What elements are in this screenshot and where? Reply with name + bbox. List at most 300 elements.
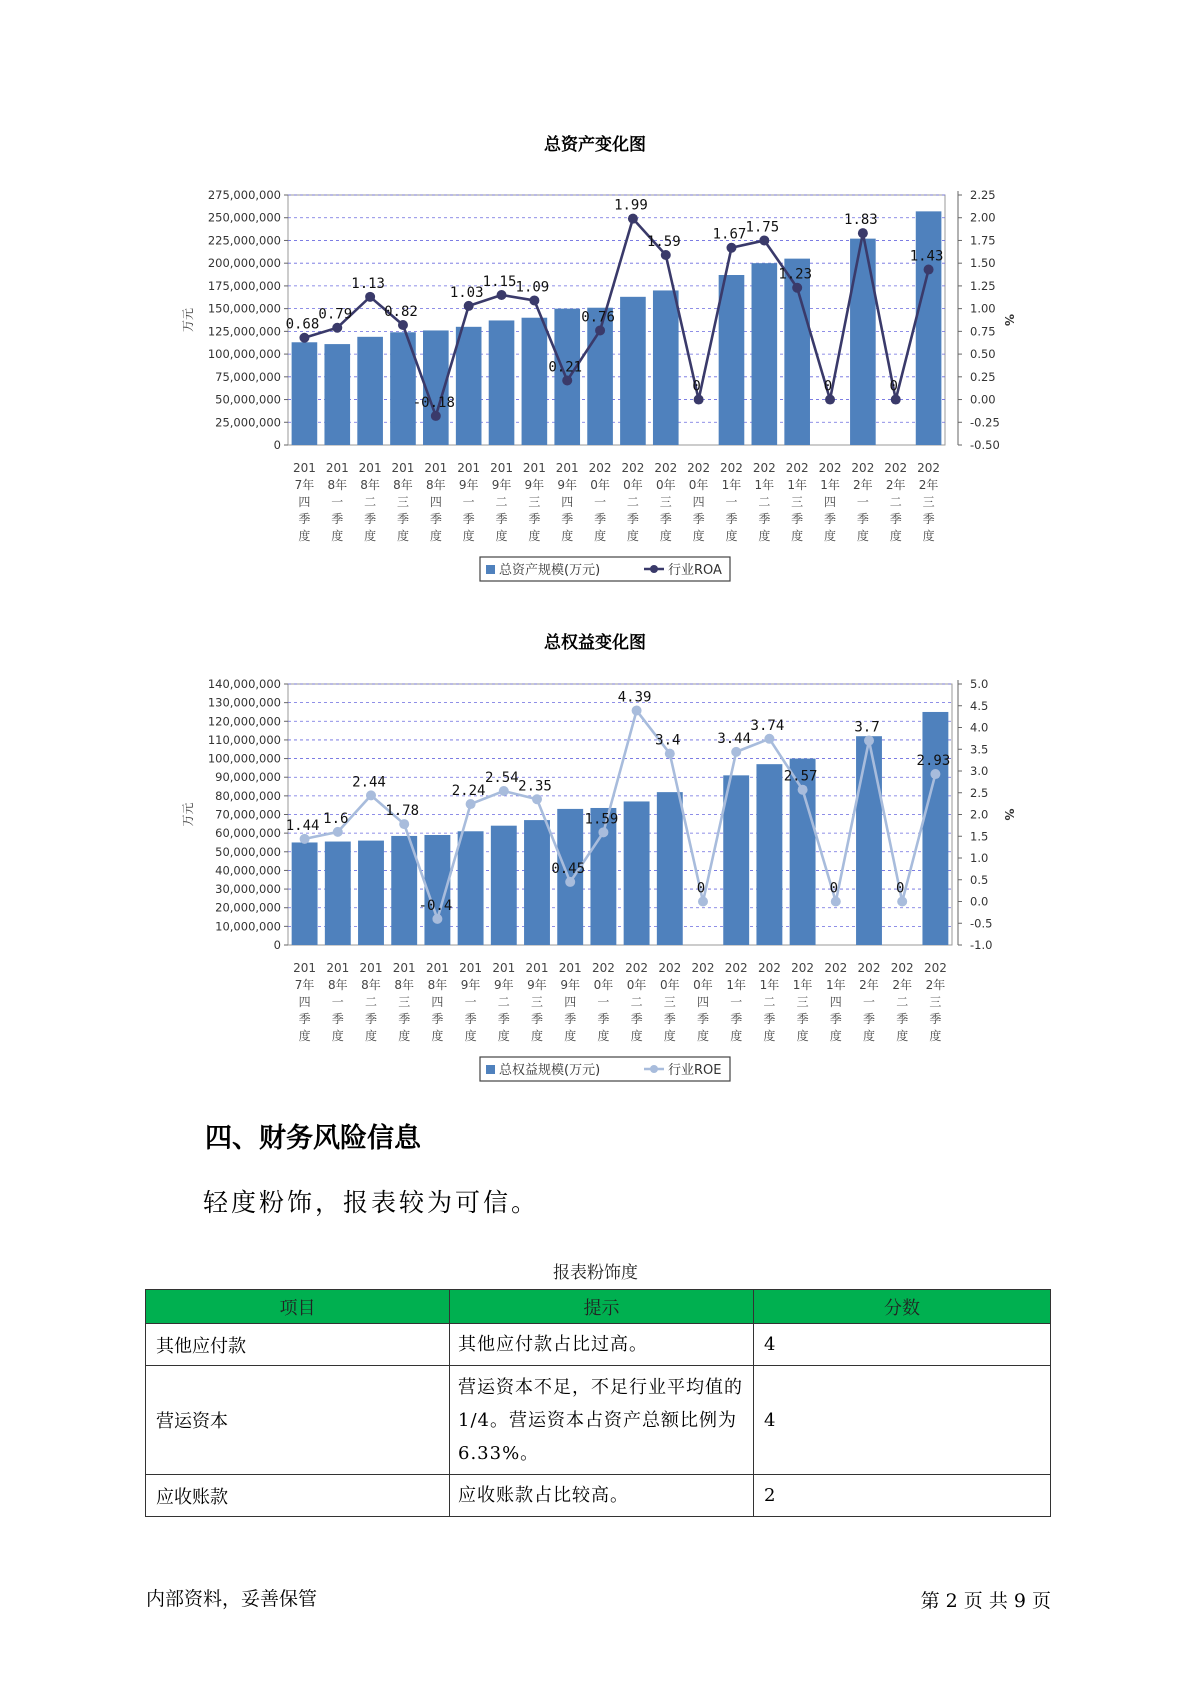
category-label-part: 202 <box>691 961 715 975</box>
line-point <box>565 877 575 887</box>
category-label-part: 二 <box>495 495 508 509</box>
category-label-part: 201 <box>522 461 546 475</box>
data-label: 1.99 <box>614 197 648 214</box>
category-label <box>819 461 842 543</box>
category-label-part: 度 <box>663 1029 676 1043</box>
left-axis-tick: 75,000,000 <box>215 369 281 384</box>
data-label: 1.83 <box>844 212 878 229</box>
category-label-part: 三 <box>528 495 541 509</box>
category-label-part: 度 <box>889 529 902 543</box>
category-label-part: 9年 <box>460 978 481 992</box>
line-point <box>497 290 507 300</box>
right-axis-tick: 0.25 <box>970 369 996 384</box>
category-label-part: 度 <box>464 1029 477 1043</box>
legend-bar-label: 总权益规模(万元) <box>499 1063 601 1078</box>
category-label-part: 8年 <box>360 478 380 492</box>
category-label-part: 二 <box>626 495 639 509</box>
category-label-part: 8年 <box>427 978 448 992</box>
right-axis-tick: -0.50 <box>970 438 1000 452</box>
category-label-part: 度 <box>763 1029 776 1043</box>
left-axis-tick: 275,000,000 <box>207 188 281 202</box>
category-label-part: 季 <box>929 1012 942 1026</box>
legend-bar-swatch <box>486 1065 495 1074</box>
category-label-part: 2年 <box>925 978 946 992</box>
data-label: 1.09 <box>515 279 550 296</box>
category-label-part: 二 <box>758 495 771 509</box>
category-label-part: 201 <box>492 961 516 975</box>
category-label-part: 201 <box>558 961 582 975</box>
category-label-part: 季 <box>626 512 639 526</box>
data-label: 2.44 <box>352 774 386 791</box>
category-label-part: 二 <box>497 995 510 1009</box>
category-label <box>924 961 947 1043</box>
category-label-part: 季 <box>331 512 344 526</box>
category-label-part: 度 <box>298 1029 311 1043</box>
category-label-part: 一 <box>331 495 344 509</box>
category-label-part: 三 <box>396 495 409 509</box>
category-label-part: 三 <box>796 995 809 1009</box>
total-equity-chart <box>0 628 1191 1088</box>
data-label: 0 <box>829 880 839 897</box>
left-axis-tick: 200,000,000 <box>207 256 281 271</box>
chart-title: 总资产变化图 <box>544 135 646 155</box>
category-label-part: 度 <box>462 529 475 543</box>
data-label: 1.03 <box>449 284 484 301</box>
category-label-part: 201 <box>293 961 317 975</box>
right-axis-tick: 1.0 <box>970 851 989 865</box>
left-axis-tick: 130,000,000 <box>207 695 281 710</box>
line-point <box>431 411 441 421</box>
category-label <box>891 961 914 1043</box>
left-axis-tick: 100,000,000 <box>207 347 281 362</box>
data-label: 2.57 <box>783 768 818 785</box>
category-label <box>490 461 513 543</box>
category-label-part: 季 <box>464 1012 477 1026</box>
right-axis-tick: 2.25 <box>970 188 996 202</box>
data-label: 0 <box>696 880 706 897</box>
category-label <box>884 461 907 543</box>
category-label-part: 三 <box>530 995 544 1009</box>
category-label-part: 1年 <box>721 478 742 492</box>
line-point <box>764 734 774 744</box>
category-label-part: 四 <box>692 495 705 509</box>
category-label-part: 度 <box>829 1029 842 1043</box>
category-label-part: 201 <box>325 461 349 475</box>
category-label-part: 度 <box>630 1029 643 1043</box>
category-label-part: 度 <box>528 529 541 543</box>
table-header-row <box>146 1290 1051 1324</box>
category-label-part: 季 <box>298 1012 311 1026</box>
category-label-part: 四 <box>696 995 710 1009</box>
data-label: 3.4 <box>655 732 681 749</box>
category-label-part: 一 <box>594 495 607 509</box>
category-label-part: 季 <box>528 512 541 526</box>
data-label: 0 <box>895 880 905 897</box>
category-label-part: 1年 <box>726 978 747 992</box>
category-label-part: 9年 <box>493 978 514 992</box>
category-label-part: 季 <box>431 1012 444 1026</box>
line-point <box>698 897 708 907</box>
category-label-part: 一 <box>730 995 743 1009</box>
category-label-part: 一 <box>462 495 475 509</box>
row-item: 营运资本 <box>146 1366 450 1475</box>
category-label-part: 8年 <box>394 978 415 992</box>
category-label-part: 季 <box>594 512 607 526</box>
line-point <box>365 292 375 302</box>
data-label: 1.13 <box>351 275 385 292</box>
category-label-part: 9年 <box>491 478 512 492</box>
bar <box>292 842 318 945</box>
data-label: 3.74 <box>750 717 785 734</box>
bar <box>491 826 517 945</box>
category-label-part: 度 <box>896 1029 909 1043</box>
category-label <box>326 461 349 543</box>
bar <box>458 831 484 945</box>
category-label-part: 季 <box>889 512 902 526</box>
bar <box>325 842 351 945</box>
category-label-part: 202 <box>658 961 682 975</box>
category-label-part: 201 <box>424 461 448 475</box>
line-point <box>399 819 409 829</box>
legend-line-marker <box>650 1065 658 1073</box>
line-point <box>798 785 808 795</box>
category-label-part: 季 <box>763 1012 776 1026</box>
category-label-part: 四 <box>829 995 842 1009</box>
data-label: 0.76 <box>581 309 615 326</box>
left-axis-tick: 50,000,000 <box>215 844 281 859</box>
left-axis-tick: 30,000,000 <box>215 882 281 897</box>
category-label <box>360 961 383 1043</box>
header-hint: 提示 <box>450 1290 754 1324</box>
footer-confidential-note: 内部资料，妥善保管 <box>146 1588 318 1610</box>
category-label-part: 2年 <box>859 978 879 992</box>
right-axis-tick: 0.0 <box>970 894 989 909</box>
category-label-part: 二 <box>630 995 643 1009</box>
bar <box>916 211 942 445</box>
category-label-part: 季 <box>331 1012 344 1026</box>
data-label: 3.7 <box>854 719 880 736</box>
category-label-part: 度 <box>922 529 935 543</box>
category-label <box>725 961 748 1043</box>
right-axis-tick: 1.75 <box>970 233 996 248</box>
category-label-part: 201 <box>358 461 382 475</box>
category-label-part: 度 <box>429 529 442 543</box>
category-label-part: 季 <box>896 1012 909 1026</box>
bar <box>719 275 745 445</box>
category-label-part: 202 <box>923 961 947 975</box>
right-axis-tick: 0.75 <box>970 324 996 339</box>
category-label-part: 2年 <box>885 478 906 492</box>
category-label <box>293 961 316 1043</box>
data-label: 0.21 <box>548 359 583 376</box>
left-axis-tick: 250,000,000 <box>207 210 281 225</box>
category-label <box>459 961 482 1043</box>
category-label-part: 0年 <box>593 978 614 992</box>
category-label <box>753 461 776 543</box>
right-axis-tick: -1.0 <box>970 938 993 952</box>
data-label: 0.45 <box>551 860 586 877</box>
category-label-part: 季 <box>364 1012 378 1026</box>
total-assets-chart-svg <box>0 130 1191 590</box>
category-label-part: 度 <box>364 1029 378 1043</box>
category-label <box>824 961 847 1043</box>
category-label-part: 一 <box>862 995 876 1009</box>
category-label-part: 7年 <box>294 478 315 492</box>
category-label-part: 度 <box>696 1029 710 1043</box>
category-label-part: 二 <box>364 495 377 509</box>
data-label: 1.75 <box>745 219 780 236</box>
bar <box>489 320 515 445</box>
category-label-part: 季 <box>597 1012 610 1026</box>
category-label-part: 度 <box>692 529 705 543</box>
right-axis-tick: 4.5 <box>970 698 989 713</box>
category-label <box>556 461 579 543</box>
right-axis-tick: 0.00 <box>970 392 996 407</box>
right-axis-tick: 2.00 <box>970 210 996 225</box>
category-label-part: 季 <box>561 512 574 526</box>
right-axis-tick: 5.0 <box>970 677 989 691</box>
category-label-part: 季 <box>495 512 508 526</box>
category-label-part: 四 <box>561 495 574 509</box>
category-label <box>687 461 710 543</box>
header-item: 项目 <box>146 1290 450 1324</box>
category-label-part: 201 <box>425 961 449 975</box>
category-label-part: 9年 <box>560 978 581 992</box>
category-label-part: 202 <box>757 961 781 975</box>
legend-line-label: 行业ROE <box>668 1063 722 1078</box>
left-axis-tick: 70,000,000 <box>215 807 281 822</box>
category-label-part: 9年 <box>557 478 578 492</box>
category-label-part: 季 <box>398 1012 411 1026</box>
bar <box>522 318 548 445</box>
left-axis-tick: 0 <box>273 938 281 952</box>
category-label <box>720 461 743 543</box>
category-label-part: 度 <box>331 1029 344 1043</box>
left-axis-label: 万元 <box>181 307 195 333</box>
category-label-part: 二 <box>763 995 776 1009</box>
category-label-part: 202 <box>851 461 875 475</box>
category-label-part: 季 <box>696 1012 710 1026</box>
category-label-part: 季 <box>862 1012 876 1026</box>
category-label-part: 1年 <box>787 478 807 492</box>
chart-title: 总权益变化图 <box>544 633 646 653</box>
data-label: 0.68 <box>285 316 320 333</box>
category-label-part: 202 <box>720 461 743 475</box>
bar <box>357 337 383 445</box>
category-label-part: 0年 <box>590 478 610 492</box>
category-label-part: 1年 <box>792 978 813 992</box>
category-label-part: 9年 <box>458 478 479 492</box>
category-label <box>589 461 612 543</box>
category-label-part: 度 <box>398 1029 411 1043</box>
category-label-part: 201 <box>490 461 513 475</box>
total-equity-chart-svg <box>0 628 1191 1088</box>
bar <box>624 801 650 945</box>
category-label <box>392 461 415 543</box>
category-label-part: 度 <box>824 529 837 543</box>
data-label: 2.93 <box>916 753 951 770</box>
category-label <box>692 961 715 1043</box>
category-label-part: 季 <box>497 1012 510 1026</box>
data-label: 2.35 <box>518 778 552 795</box>
category-label-part: 201 <box>326 961 350 975</box>
category-label-part: 三 <box>659 495 672 509</box>
category-label <box>492 961 515 1043</box>
line-point <box>792 283 802 293</box>
table-row <box>146 1324 1051 1366</box>
line-point <box>300 834 310 844</box>
category-label-part: 0年 <box>626 978 647 992</box>
right-axis-tick: 4.0 <box>970 720 989 735</box>
line-point <box>299 333 309 343</box>
category-label <box>658 961 681 1043</box>
category-label <box>621 461 644 543</box>
category-label-part: 度 <box>597 1029 610 1043</box>
left-axis-tick: 125,000,000 <box>207 324 281 339</box>
left-axis-tick: 100,000,000 <box>207 751 281 766</box>
category-label-part: 四 <box>564 995 577 1009</box>
category-label-part: 度 <box>431 1029 444 1043</box>
category-label-part: 度 <box>497 1029 510 1043</box>
bar <box>324 344 350 445</box>
category-label-part: 三 <box>791 495 804 509</box>
category-label <box>523 461 546 543</box>
data-label: 1.59 <box>584 811 619 828</box>
line-point <box>930 769 940 779</box>
left-axis-tick: 0 <box>273 438 281 452</box>
row-score: 4 <box>754 1366 1051 1475</box>
line-point <box>858 228 868 238</box>
data-label: 3.44 <box>717 730 752 747</box>
category-label-part: 202 <box>857 961 881 975</box>
category-label-part: 度 <box>396 529 409 543</box>
category-label-part: 二 <box>889 495 902 509</box>
category-label-part: 1年 <box>825 978 846 992</box>
category-label-part: 201 <box>292 461 316 475</box>
category-label-part: 四 <box>431 995 444 1009</box>
data-label: 1.23 <box>778 266 813 283</box>
data-label: -0.4 <box>418 897 453 914</box>
row-hint: 营运资本不足，不足行业平均值的1/4。营运资本占资产总额比例为6.33%。 <box>450 1366 754 1475</box>
category-label-part: 度 <box>856 529 869 543</box>
category-label <box>625 961 648 1043</box>
category-label-part: 2年 <box>918 478 939 492</box>
category-label-part: 季 <box>564 1012 577 1026</box>
right-axis-tick: 2.5 <box>970 785 989 800</box>
table-row <box>146 1475 1051 1517</box>
category-label <box>359 461 382 543</box>
category-label-part: 1年 <box>759 978 780 992</box>
legend-line-marker <box>650 565 658 573</box>
data-label: 2.24 <box>451 783 486 800</box>
category-label-part: 201 <box>459 961 483 975</box>
line-point <box>529 295 539 305</box>
row-score: 2 <box>754 1475 1051 1517</box>
category-label-part: 季 <box>659 512 672 526</box>
line-point <box>595 325 605 335</box>
category-label-part: 二 <box>896 995 909 1009</box>
category-label-part: 202 <box>824 961 848 975</box>
data-label: 1.44 <box>285 817 320 834</box>
category-label-part: 202 <box>884 461 908 475</box>
data-label: 1.59 <box>646 234 681 250</box>
legend-bar-label: 总资产规模(万元) <box>499 563 601 578</box>
data-label: 1.78 <box>385 803 420 820</box>
bar <box>620 297 646 445</box>
right-axis-label: % <box>1002 808 1016 821</box>
category-label-part: 三 <box>663 995 676 1009</box>
category-label-part: 季 <box>725 512 738 526</box>
category-label <box>424 461 447 543</box>
line-point <box>825 395 835 405</box>
category-label-part: 季 <box>796 1012 809 1026</box>
table-caption: 报表粉饰度 <box>553 1263 638 1283</box>
right-axis-tick: -0.5 <box>970 916 993 931</box>
data-label: 1.43 <box>909 248 944 265</box>
line-point <box>759 235 769 245</box>
line-point <box>831 897 841 907</box>
category-label-part: 201 <box>392 961 416 975</box>
line-point <box>532 794 542 804</box>
category-label-part: 季 <box>791 512 804 526</box>
category-label-part: 0年 <box>623 478 643 492</box>
category-label-part: 2年 <box>853 478 873 492</box>
category-label <box>791 961 814 1043</box>
line-point <box>598 827 608 837</box>
category-label-part: 9年 <box>524 478 545 492</box>
category-label-part: 8年 <box>393 478 413 492</box>
category-label-part: 201 <box>525 961 549 975</box>
category-label-part: 度 <box>331 529 344 543</box>
line-point <box>665 749 675 759</box>
category-label-part: 一 <box>597 995 610 1009</box>
category-label <box>293 461 316 543</box>
right-axis-tick: 1.5 <box>970 829 989 844</box>
category-label <box>851 461 874 543</box>
category-label-part: 8年 <box>327 978 348 992</box>
row-hint: 应收账款占比较高。 <box>450 1475 754 1517</box>
bar <box>723 775 749 945</box>
category-label-part: 三 <box>398 995 411 1009</box>
category-label-part: 202 <box>591 961 615 975</box>
category-label-part: 一 <box>856 495 869 509</box>
line-point <box>661 250 671 260</box>
category-label-part: 202 <box>791 961 815 975</box>
category-label-part: 0年 <box>655 478 676 492</box>
category-label-part: 季 <box>364 512 377 526</box>
right-axis-tick: -0.25 <box>970 415 1000 430</box>
category-label-part: 202 <box>625 961 649 975</box>
category-label-part: 度 <box>626 529 639 543</box>
category-label-part: 一 <box>464 995 477 1009</box>
category-label-part: 度 <box>659 529 672 543</box>
category-label-part: 三 <box>929 995 942 1009</box>
left-axis-tick: 50,000,000 <box>215 392 281 407</box>
right-axis-tick: 0.5 <box>970 872 989 887</box>
category-label-part: 202 <box>818 461 842 475</box>
right-axis-tick: 1.50 <box>970 256 996 271</box>
category-label <box>758 961 781 1043</box>
category-label-part: 季 <box>396 512 409 526</box>
category-label-part: 季 <box>856 512 869 526</box>
bar <box>922 712 948 945</box>
bar <box>456 327 482 445</box>
data-label: 0 <box>692 378 701 395</box>
category-label-part: 四 <box>429 495 442 509</box>
legend-bar-swatch <box>486 565 495 574</box>
category-label-part: 0年 <box>659 978 680 992</box>
category-label-part: 8年 <box>426 478 446 492</box>
